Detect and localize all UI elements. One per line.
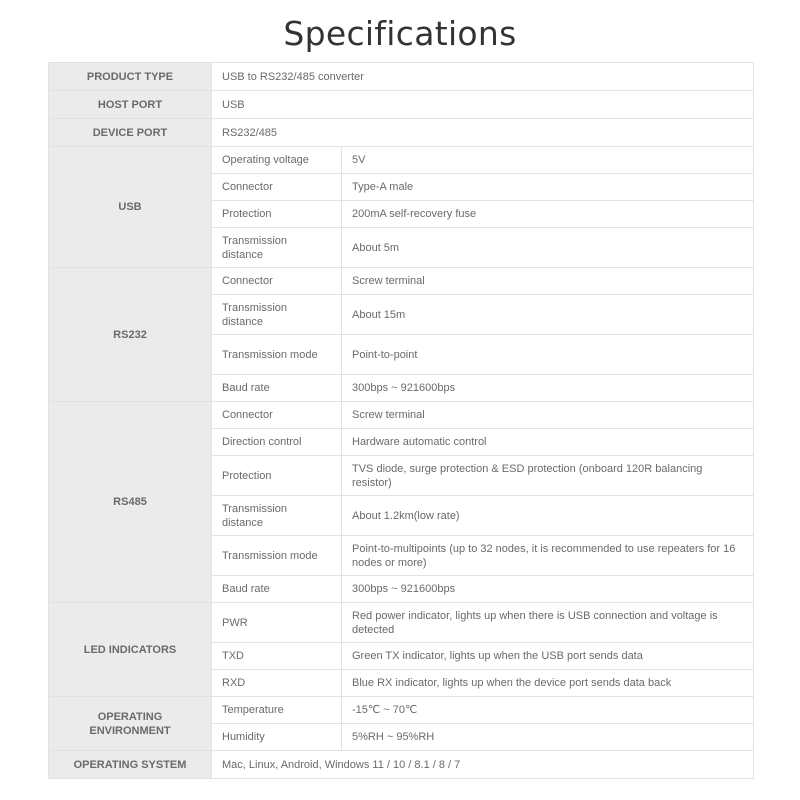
item-name: Operating voltage (212, 147, 342, 174)
specifications-table (48, 62, 754, 779)
item-name: Connector (212, 402, 342, 429)
table-row (49, 603, 754, 643)
item-name: Transmission mode (212, 536, 342, 576)
item-value: 300bps ~ 921600bps (342, 576, 754, 603)
row-label: LED INDICATORS (49, 603, 212, 697)
item-value: 5%RH ~ 95%RH (342, 724, 754, 751)
table-row (49, 119, 754, 147)
item-name: Humidity (212, 724, 342, 751)
item-name: Baud rate (212, 375, 342, 402)
item-value: About 15m (342, 295, 754, 335)
item-value: Red power indicator, lights up when there is USB connection and voltage is detected (342, 603, 754, 643)
row-value: Mac, Linux, Android, Windows 11 / 10 / 8.1 / 8 / 7 (212, 751, 754, 779)
table-row (49, 147, 754, 174)
item-value: 5V (342, 147, 754, 174)
item-name: Protection (212, 201, 342, 228)
item-value: About 1.2km(low rate) (342, 496, 754, 536)
row-label: PRODUCT TYPE (49, 63, 212, 91)
item-name: Connector (212, 174, 342, 201)
item-name: Transmission distance (212, 496, 342, 536)
item-value: Type-A male (342, 174, 754, 201)
page-title: Specifications (283, 14, 517, 53)
item-value: Point-to-multipoints (up to 32 nodes, it is recommended to use repeaters for 16 nodes or more) (342, 536, 754, 576)
item-name: Baud rate (212, 576, 342, 603)
item-name: RXD (212, 670, 342, 697)
item-value: 300bps ~ 921600bps (342, 375, 754, 402)
row-label: HOST PORT (49, 91, 212, 119)
row-label: USB (49, 147, 212, 268)
item-name: TXD (212, 643, 342, 670)
item-name: Temperature (212, 697, 342, 724)
table-row (49, 268, 754, 295)
item-value: TVS diode, surge protection & ESD protection (onboard 120R balancing resistor) (342, 456, 754, 496)
table-row (49, 63, 754, 91)
table-row (49, 91, 754, 119)
item-name: Direction control (212, 429, 342, 456)
item-value: Hardware automatic control (342, 429, 754, 456)
table-row (49, 751, 754, 779)
item-name: Transmission distance (212, 295, 342, 335)
item-name: PWR (212, 603, 342, 643)
item-value: Screw terminal (342, 402, 754, 429)
item-value: Screw terminal (342, 268, 754, 295)
item-value: Point-to-point (342, 335, 754, 375)
item-name: Transmission mode (212, 335, 342, 375)
item-name: Transmission distance (212, 228, 342, 268)
row-label: RS232 (49, 268, 212, 402)
item-name: Connector (212, 268, 342, 295)
item-name: Protection (212, 456, 342, 496)
table-row (49, 697, 754, 724)
row-label: OPERATING ENVIRONMENT (49, 697, 212, 751)
row-label: OPERATING SYSTEM (49, 751, 212, 779)
row-label: DEVICE PORT (49, 119, 212, 147)
item-value: Blue RX indicator, lights up when the device port sends data back (342, 670, 754, 697)
item-value: 200mA self-recovery fuse (342, 201, 754, 228)
item-value: Green TX indicator, lights up when the USB port sends data (342, 643, 754, 670)
table-row (49, 402, 754, 429)
row-value: USB (212, 91, 754, 119)
row-value: USB to RS232/485 converter (212, 63, 754, 91)
item-value: About 5m (342, 228, 754, 268)
row-value: RS232/485 (212, 119, 754, 147)
row-label: RS485 (49, 402, 212, 603)
item-value: -15℃ ~ 70℃ (342, 697, 754, 724)
